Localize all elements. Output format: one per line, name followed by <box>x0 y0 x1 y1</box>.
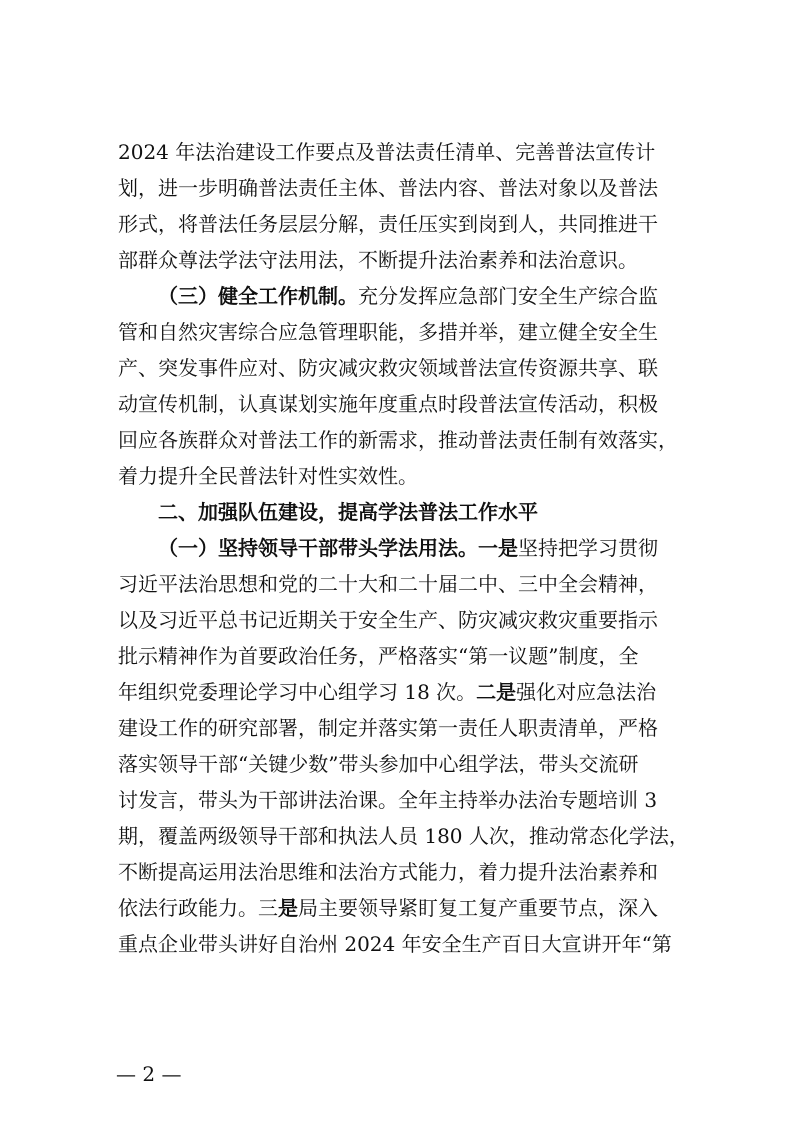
text-run: 坚持把学习贯彻 <box>518 536 658 560</box>
subsection-lead: （三）健全工作机制。 <box>158 286 358 308</box>
section-heading: 二、加强队伍建设，提高学法普法工作水平 <box>158 500 538 524</box>
text-line <box>118 890 689 926</box>
text-run: 充分发挥应急部门安全生产综合监 <box>358 284 658 308</box>
body-text <box>118 134 689 962</box>
text-line: 划，进一步明确普法责任主体、普法内容、普法对象以及普法 <box>118 176 658 200</box>
text-line: 建设工作的研究部署，制定并落实第一责任人职责清单，严格 <box>118 716 658 740</box>
text-line: 部群众尊法学法守法用法，不断提升法治素养和法治意识。 <box>118 248 638 272</box>
emphasis-mark: 一是 <box>478 536 518 560</box>
text-line: 落实领导干部“关键少数”带头参加中心组学法，带头交流研 <box>118 752 639 776</box>
text-line: 讨发言，带头为干部讲法治课。全年主持举办法治专题培训 3 <box>118 788 658 812</box>
subsection-lead: （一）坚持领导干部带头学法用法。 <box>158 538 478 560</box>
emphasis-mark: 二是 <box>476 680 517 704</box>
text-line: 动宣传机制，认真谋划实施年度重点时段普法宣传活动，积极 <box>118 392 658 416</box>
paragraph-work-mechanism <box>118 278 689 494</box>
text-line <box>118 530 689 566</box>
text-line: 形式，将普法任务层层分解，责任压实到岗到人，共同推进干 <box>118 212 658 236</box>
text-line: 习近平法治思想和党的二十大和二十届二中、三中全会精神， <box>118 572 658 596</box>
text-line: 着力提升全民普法针对性实效性。 <box>118 464 418 488</box>
text-run: 依法行政能力。三 <box>118 896 278 920</box>
text-line <box>118 278 689 314</box>
text-line: 重点企业带头讲好自治州 2024 年安全生产百日大宣讲开年“第 <box>118 932 672 956</box>
text-run: 年组织党委理论学习中心组学习 18 次。 <box>118 680 477 704</box>
emphasis-mark: 是 <box>278 896 298 920</box>
text-line: 回应各族群众对普法工作的新需求，推动普法责任制有效落实， <box>118 428 678 452</box>
page-number: — 2 — <box>116 1062 182 1086</box>
text-line: 以及习近平总书记近期关于安全生产、防灾减灾救灾重要指示 <box>118 608 658 632</box>
text-run: 强化对应急法治 <box>516 680 657 704</box>
text-line: 期，覆盖两级领导干部和执法人员 180 人次，推动常态化学法， <box>118 824 689 848</box>
text-line <box>118 674 689 710</box>
text-line: 管和自然灾害综合应急管理职能，多措并举，建立健全安全生 <box>118 320 658 344</box>
paragraph-leaders-study <box>118 530 689 962</box>
text-line: 2024 年法治建设工作要点及普法责任清单、完善普法宣传计 <box>118 140 656 164</box>
text-line: 批示精神作为首要政治任务，严格落实“第一议题”制度，全 <box>118 644 639 668</box>
text-run: 局主要领导紧盯复工复产重要节点，深入 <box>298 896 658 920</box>
text-line: 产、突发事件应对、防灾减灾救灾领域普法宣传资源共享、联 <box>118 356 658 380</box>
text-line: 不断提高运用法治思维和法治方式能力，着力提升法治素养和 <box>118 860 658 884</box>
paragraph-continuation <box>118 134 689 278</box>
